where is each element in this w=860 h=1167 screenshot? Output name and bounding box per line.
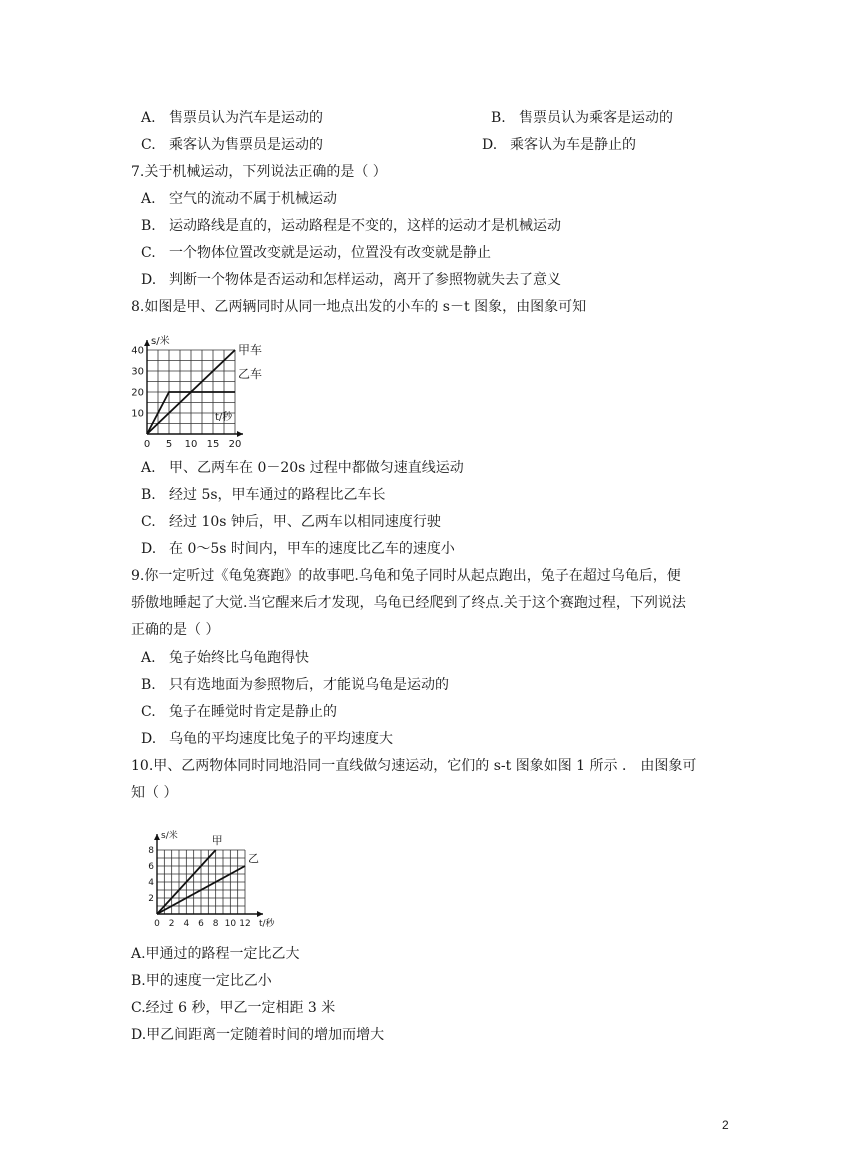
y-axis-arrow (154, 834, 160, 840)
y-tick-label: 30 (131, 366, 144, 378)
option-text: 兔子始终比乌龟跑得快 (169, 650, 309, 666)
q7-option-c (141, 243, 491, 263)
q9-stem-line-2: 骄傲地睡起了大觉.当它醒来后才发现，乌龟已经爬到了终点.关于这个赛跑过程，下列说法 (131, 595, 686, 611)
x-axis-label: t/秒 (215, 412, 233, 423)
option-text: 经过 10s 钟后，甲、乙两车以相同速度行驶 (169, 514, 441, 530)
series-label: 甲车 (238, 343, 263, 357)
x-tick-label: 12 (239, 919, 251, 929)
option-letter: C. (141, 245, 156, 261)
option-text: 乌龟的平均速度比兔子的平均速度大 (169, 731, 393, 747)
option-letter: A. (141, 110, 156, 126)
option-text: 只有选地面为参照物后，才能说乌龟是运动的 (169, 677, 449, 693)
option-text: 售票员认为乘客是运动的 (519, 110, 673, 126)
y-axis-label: s/米 (161, 831, 178, 841)
option-letter: D. (141, 541, 157, 557)
q9-option-c (141, 702, 337, 722)
q7-option-b (141, 216, 561, 236)
y-tick-label: 10 (131, 408, 144, 420)
option-letter: C. (141, 704, 156, 720)
page-number: 2 (722, 1118, 729, 1132)
q10-stem-line-1: 10.甲、乙两物体同时同地沿同一直线做匀速运动，它们的 s-t 图象如图 1 所示 ． 由图象可 (131, 758, 697, 774)
series-label: 甲 (211, 834, 223, 847)
q7-stem: 7.关于机械运动，下列说法正确的是（ ） (131, 164, 387, 180)
x-tick-label: 20 (228, 439, 242, 450)
x-tick-label: 15 (206, 439, 220, 450)
option-letter: C. (141, 137, 156, 153)
q9-option-b (141, 675, 449, 695)
option-text: 运动路线是直的，运动路程是不变的，这样的运动才是机械运动 (169, 218, 561, 234)
x-tick-label: 8 (212, 919, 219, 929)
option-letter: A. (141, 191, 156, 207)
q8-option-a (141, 458, 464, 478)
option-text: 售票员认为汽车是运动的 (169, 110, 323, 126)
option-text: 兔子在睡觉时肯定是静止的 (169, 704, 337, 720)
option-letter: D. (141, 731, 157, 747)
q9-stem-line-3: 正确的是（ ） (131, 622, 220, 638)
q10-graph-svg (135, 814, 285, 934)
x-tick-label: 10 (184, 439, 198, 450)
q9-option-d (141, 729, 393, 749)
option-letter: B. (491, 110, 506, 126)
q7-option-a (141, 189, 337, 209)
option-text: 甲、乙两车在 0－20s 过程中都做匀速直线运动 (169, 460, 464, 476)
q7-option-d (141, 270, 561, 290)
option-letter: A. (141, 650, 156, 666)
q9-option-a (141, 648, 309, 668)
q8-option-d (141, 539, 455, 559)
q6-option-c (141, 135, 323, 155)
q10-option-a: A.甲通过的路程一定比乙大 (131, 946, 300, 962)
option-text: 空气的流动不属于机械运动 (169, 191, 337, 207)
x-tick-label: 2 (168, 919, 175, 929)
q10-option-c: C.经过 6 秒，甲乙一定相距 3 米 (131, 1000, 336, 1016)
y-tick-label: 6 (148, 862, 154, 872)
option-letter: B. (141, 677, 156, 693)
x-axis-arrow (257, 911, 263, 917)
y-tick-label: 8 (148, 846, 154, 856)
q6-option-b (491, 108, 673, 128)
option-letter: A. (141, 460, 156, 476)
q6-option-a (141, 108, 323, 128)
x-axis-label: t/秒 (259, 919, 275, 929)
q10-stem-line-2: 知（ ） (131, 785, 178, 801)
q8-stem: 8.如图是甲、乙两辆同时从同一地点出发的小车的 s－t 图象，由图象可知 (131, 299, 587, 315)
q8-graph-svg (125, 334, 275, 450)
option-text: 乘客认为售票员是运动的 (169, 137, 323, 153)
q10-option-b: B.甲的速度一定比乙小 (131, 973, 272, 989)
series-label: 乙车 (238, 367, 263, 381)
q10-option-d: D.甲乙间距离一定随着时间的增加而增大 (131, 1027, 385, 1043)
x-axis-arrow (237, 431, 243, 437)
q8-st-graph (125, 334, 275, 454)
x-tick-label: 5 (165, 439, 173, 450)
q8-option-c (141, 512, 441, 532)
q6-option-d (482, 135, 636, 155)
option-text: 经过 5s，甲车通过的路程比乙车长 (169, 487, 386, 503)
option-letter: C. (141, 514, 156, 530)
x-tick-label: 0 (143, 439, 151, 450)
option-letter: D. (482, 137, 498, 153)
x-tick-label: 10 (224, 919, 237, 929)
option-text: 在 0～5s 时间内，甲车的速度比乙车的速度小 (169, 541, 455, 557)
option-text: 乘客认为车是静止的 (510, 137, 636, 153)
x-tick-label: 4 (183, 919, 190, 929)
y-tick-label: 2 (148, 894, 154, 904)
option-text: 判断一个物体是否运动和怎样运动，离开了参照物就失去了意义 (169, 272, 561, 288)
y-tick-label: 40 (131, 345, 144, 357)
y-axis-label: s/米 (151, 336, 170, 347)
q10-st-graph (135, 814, 285, 938)
option-letter: B. (141, 487, 156, 503)
option-letter: B. (141, 218, 156, 234)
y-tick-label: 4 (148, 878, 154, 888)
q9-stem-line-1: 9.你一定听过《龟兔赛跑》的故事吧.乌龟和兔子同时从起点跑出，兔子在超过乌龟后，便 (131, 568, 681, 584)
x-tick-label: 6 (198, 919, 204, 929)
q8-option-b (141, 485, 386, 505)
y-axis-arrow (144, 340, 150, 346)
series-label: 乙 (248, 852, 259, 865)
x-tick-label: 0 (154, 919, 160, 929)
y-tick-label: 20 (131, 387, 144, 399)
option-text: 一个物体位置改变就是运动，位置没有改变就是静止 (169, 245, 491, 261)
option-letter: D. (141, 272, 157, 288)
